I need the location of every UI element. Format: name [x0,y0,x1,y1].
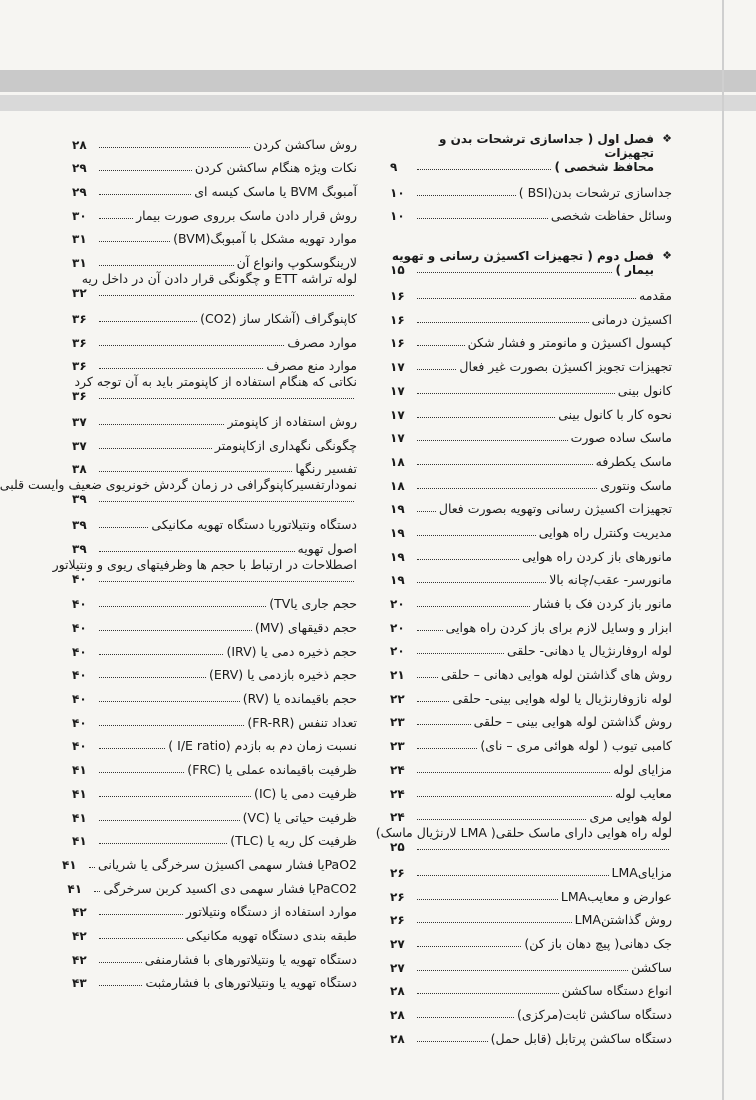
page-number: ۴۱ [72,786,87,801]
toc-entry [72,801,357,825]
toc-entry [72,706,357,730]
toc-entry-title: اکسیژن درمانی [591,311,672,327]
toc-entry [390,880,672,904]
toc-entry [390,706,672,730]
section-title-line2: محافظ شخصی ) [554,160,654,174]
toc-entry-title: وسائل حفاظت شخصی [550,208,672,224]
dot-leader [417,993,559,994]
toc-entry-title: لوله اروفارنژیال یا دهانی- حلقی [506,643,672,659]
toc-entry-title: انواع دستگاه ساکشن [561,983,672,999]
dot-leader [99,398,354,399]
page-number: ۲۶ [390,865,405,880]
toc-entry [72,508,357,532]
page-number: ۴۰ [72,644,87,659]
toc-entry [390,658,672,682]
page-number: ۳۷ [72,414,87,429]
toc-entry [72,919,357,943]
toc-entry [72,635,357,659]
dot-leader [99,241,170,242]
dot-leader [99,725,244,726]
dot-leader [417,849,669,850]
toc-entry-title: روش ساکشن کردن [253,136,357,152]
toc-entry [390,975,672,999]
dot-leader [99,321,197,322]
dot-leader [417,653,504,654]
page-number: ۱۹ [390,549,405,564]
toc-entry-title: آمبوبگ BVM یا ماسک کیسه ای [194,184,357,200]
toc-entry-title: کامبی تیوب ( لوله هوائی مری – نای) [480,738,672,754]
toc-section-2-entries [375,279,672,1046]
toc-entry-title: تجهیزات اکسیژن رسانی وتهویه بصورت فعال [438,501,672,517]
dot-leader [417,1017,514,1018]
dot-leader [417,875,609,876]
dot-leader [99,820,240,821]
page-number: ۱۶ [390,312,405,327]
dot-leader [99,345,284,346]
toc-left-column [0,128,357,991]
page-number: ۴۲ [72,928,87,943]
page-number: ۱۶ [390,289,405,304]
toc-entry-title: دستگاه ساکشن پرتابل (قابل حمل) [490,1030,672,1046]
page-number: ۴۲ [72,952,87,967]
toc-entry [72,730,357,754]
toc-entry-title: لوله هوایی مری [589,809,672,825]
page-number: ۲۵ [390,840,405,855]
toc-entry [390,856,672,880]
dot-leader [99,962,142,963]
toc-entry-title: حجم جاری یاTV) [269,596,357,612]
page-number: ۳۲ [72,286,87,301]
toc-entry [72,659,357,683]
toc-entry-title: عوارض و معایبLMA [560,888,672,904]
toc-entry-title: ماسک ونتوری [600,477,672,493]
toc-entry [390,540,672,564]
dot-leader [417,535,536,536]
toc-entry [390,374,672,398]
toc-entry-title: روش های گذاشتن لوله هوایی دهانی – حلقی [441,667,672,683]
toc-entry-title: لوله تراشه ETT و چگونگی قرار دادن آن در داخل ریه [81,271,357,287]
page-number: ۳۸ [72,462,87,477]
toc-section-2 [390,245,672,279]
toc-entry [390,682,672,706]
toc-entry [72,429,357,453]
dot-leader [99,985,142,986]
dot-leader [417,195,516,196]
dot-leader [417,417,555,418]
toc-entry [72,223,357,247]
toc-entry [390,445,672,469]
dot-leader [99,606,266,607]
toc-entry [72,302,357,326]
toc-entry-title: موارد تهویه مشکل با آمبوبگ(BVM) [173,231,357,247]
toc-entry [72,753,357,777]
toc-entry [72,152,357,176]
section-title: فصل دوم ( تجهیزات اکسیژن رسانی و تهویه [391,249,654,264]
page-number: ۲۲ [390,691,405,706]
page-number: ۳۶ [72,359,87,374]
dot-leader [417,298,636,299]
toc-entry [72,943,357,967]
toc-entry [72,825,357,849]
page-number: ۳۹ [72,492,87,507]
header-band-dark [0,70,756,92]
dot-leader [99,938,183,939]
dot-leader [417,345,465,346]
page-number: ۱۵ [390,263,405,278]
dot-leader [417,946,521,947]
dot-leader [417,1041,488,1042]
toc-entry [390,303,672,327]
toc-entry-title: ظرفیت حیاتی یا (VC) [242,809,357,825]
page-number: ۲۰ [390,597,405,611]
toc-entry-title: مقدمه [639,288,672,304]
page-number: ۱۷ [390,360,405,375]
dot-leader [417,559,519,560]
toc-entry-title: طبقه بندی دستگاه تهویه مکانیکی [185,927,357,943]
dot-leader [417,677,438,678]
page-number: ۱۰ [390,185,405,200]
toc-entry [72,270,357,302]
toc-entry-title: حجم ذخیره بازدمی یا (ERV) [208,667,357,683]
toc-entry-title: معایب لوله [614,785,672,801]
page-number: ۳۶ [72,335,87,350]
page-number: ۲۶ [390,913,405,928]
dot-leader [99,914,183,915]
toc-entry [390,327,672,351]
dot-leader [99,501,354,502]
toc-entry-title: ابزار و وسایل لازم برای باز کردن راه هوایی [445,619,672,635]
page-number: ۱۹ [390,502,405,517]
page-number: ۲۸ [72,137,87,152]
toc-entry [390,1022,672,1046]
toc-entry-title: لارینگوسکوپ وانواع آن [236,255,357,271]
page-number: ۱۹ [390,525,405,540]
dot-leader [417,899,558,900]
toc-entry-title: نحوه کار با کانول بینی [558,406,672,422]
page-number: ۴۰ [72,668,87,683]
page-number: ۱۶ [390,336,405,351]
section-title-line2: بیمار ) [615,263,654,278]
page-number: ۴۰ [72,597,87,612]
toc-entry [390,279,672,303]
dot-leader [417,218,548,219]
toc-entry-title: مزایای لوله [613,761,672,777]
toc-entry [390,176,672,200]
page-number: ۲۰ [390,644,405,659]
page-number: ۲۸ [390,984,405,999]
page-number: ۲۳ [390,715,405,730]
dot-leader [417,369,456,370]
dot-leader [417,160,551,170]
toc-entry [390,422,672,446]
section-title-continued [390,160,672,174]
toc-entry [390,927,672,951]
toc-entry [72,532,357,556]
toc-entry-title: مزایایLMA [611,864,672,880]
dot-leader [417,440,568,441]
toc-entry-title: موارد مصرف [287,334,357,350]
toc-entry-title: مانورسر- عقب/چانه بالا [549,572,672,588]
page-number: ۱۷ [390,383,405,398]
page-number: ۳۶ [72,389,87,404]
toc-entry [390,951,672,975]
toc-section-1 [390,128,672,176]
toc-entry [390,777,672,801]
toc-entry-title: ساکشن [631,959,672,975]
dot-leader [99,265,234,266]
toc-entry-title: دستگاه ساکشن ثابت(مرکزی) [517,1007,672,1022]
page-number: ۴۱ [67,881,83,896]
page-number: ۲۸ [390,1031,405,1046]
toc-entry-title: جک دهانی( پیچ دهان باز کن) [524,935,672,951]
dot-leader [417,393,615,394]
page-edge-rule [722,0,724,1100]
toc-entry [0,476,357,508]
dot-leader [99,424,224,425]
dot-leader [417,970,628,971]
dot-leader [99,654,223,655]
page-number: ۲۱ [390,668,405,683]
toc-entry [390,350,672,374]
dot-leader [99,368,263,369]
page-number: ۴۱ [72,810,87,825]
toc-entry [72,682,357,706]
page-number: ۱۷ [390,407,405,422]
toc-entry [67,872,357,896]
dot-leader [417,511,436,512]
page-number: ۲۷ [390,960,405,975]
toc-left-entries [0,128,357,991]
toc-entry-title: مانور باز کردن فک با فشار [533,596,672,611]
dot-leader [417,796,612,797]
page-number: ۲۴ [390,810,405,825]
page-number: ۳۹ [72,541,87,556]
toc-entry-title: ظرفیت باقیمانده عملی یا (FRC) [187,762,357,778]
toc-entry-title: روش قرار دادن ماسک برروی صورت بیمار [136,207,357,223]
page-number: ۴۳ [72,976,87,991]
toc-entry [390,904,672,928]
page-number: ۴۲ [72,905,87,920]
dot-leader [99,843,227,844]
page-number: ۴۰ [72,571,87,586]
page-number: ۴۰ [72,692,87,707]
page-number: ۱۸ [390,478,405,493]
dot-leader [99,748,165,749]
toc-entry [72,611,357,635]
toc-entry [390,753,672,777]
toc-entry-title: PaO2یا فشار سهمی اکسیژن سرخرگی یا شریانی [97,856,357,872]
toc-entry-title: حجم دقیقهای (MV) [254,620,357,635]
toc-entry [390,635,672,659]
section-title-continued [390,263,672,277]
page-number: ۲۷ [390,936,405,951]
toc-entry [390,469,672,493]
toc-entry [72,350,357,374]
page-number: ۳۶ [72,311,87,326]
toc-entry-title: ماسک یکطرفه [595,453,672,469]
toc-entry [72,405,357,429]
header-band-light [0,95,756,111]
page-number: ۱۷ [390,431,405,446]
toc-entry-title: کاپنوگراف (آشکار ساز (CO2) [200,310,357,326]
toc-entry-title: ظرفیت کل ریه یا (TLC) [230,833,357,849]
toc-entry [72,326,357,350]
toc-entry [375,824,672,856]
toc-entry-title: روش گذاشتن لوله هوایی بینی – حلقی [473,714,672,730]
toc-entry-title: جداسازی ترشحات بدن(BSI ) [518,184,672,200]
toc-entry-title: نسبت زمان دم به بازدم (I/E ratio ) [168,738,357,754]
toc-entry [72,175,357,199]
dot-leader [99,551,295,552]
page-number: ۴۰ [72,739,87,754]
toc-entry-title: دستگاه ونتیلاتوریا دستگاه تهویه مکانیکی [151,516,357,532]
dot-leader [99,170,192,171]
toc-right-column [375,128,672,1046]
toc-entry [72,373,357,405]
dot-leader [417,701,449,702]
dot-leader [417,606,530,607]
toc-entry-title: نکات ویژه هنگام ساکشن کردن [194,160,357,176]
page-number: ۹ [390,160,398,174]
toc-entry-title: ماسک ساده صورت [570,430,672,446]
dot-leader [417,772,610,773]
dot-leader [99,630,252,631]
page-number: ۲۴ [390,762,405,777]
toc-entry-title: اصطلاحات در ارتباط با حجم ها وظرفیتهای ریوی و ونتیلاتور [52,556,357,572]
dot-leader [99,147,250,148]
dot-leader [99,581,354,582]
page-number: ۲۹ [72,185,87,200]
toc-entry [390,564,672,588]
page-number: ۲۴ [390,786,405,801]
page-number: ۳۹ [72,517,87,532]
toc-entry-title: مدیریت وکنترل راه هوایی [538,524,672,540]
page-number: ۱۰ [390,209,405,224]
toc-entry-title: دستگاه تهویه یا ونتیلاتورهای با فشارمثبت [145,975,357,991]
toc-entry-title: تعداد تنفس (FR-RR) [247,714,357,730]
page-number: ۳۰ [72,208,87,223]
toc-entry-title: اصول تهویه [297,540,357,556]
toc-entry-title: موارد استفاده از دستگاه ونتیلاتور [185,904,357,920]
toc-entry-title: مانورهای باز کردن راه هوایی [522,548,672,564]
toc-entry-title: کپسول اکسیژن و مانومتر و فشار شکن [467,335,672,351]
dot-leader [417,630,443,631]
dot-leader [417,464,593,465]
dot-leader [417,922,572,923]
toc-entry [390,611,672,635]
toc-entry-title: حجم ذخیره دمی یا (IRV) [226,643,357,659]
page-number: ۲۸ [390,1008,405,1022]
toc-entry-title: روش گذاشتنLMA [574,912,672,928]
page-number: ۲۹ [72,161,87,176]
dot-leader [89,867,95,868]
toc-entry [72,588,357,612]
dot-leader [417,488,597,489]
dot-leader [99,701,240,702]
toc-entry-title: کانول بینی [617,382,672,398]
toc-entry [390,729,672,753]
page-number: ۴۰ [72,621,87,635]
toc-entry [61,848,357,872]
section-title: فصل اول ( جداسازی ترشحات بدن و تجهیزات [439,132,654,160]
toc-entry [390,998,672,1022]
toc-entry-title: نمودارتفسیرکاپنوگرافی در زمان گردش خونریوی ضعیف وایست قلبی [0,477,357,493]
toc-entry [72,199,357,223]
dot-leader [417,819,586,820]
toc-entry [52,556,357,588]
page-number: ۱۹ [390,573,405,588]
toc-entry-title: لوله نازوفارنژیال یا لوله هوایی بینی- حلقی [452,690,672,706]
dot-leader [94,891,100,892]
diamond-bullet-icon: ❖ [662,132,672,145]
page-number: ۱۸ [390,454,405,469]
dot-leader [99,677,206,678]
dot-leader [99,194,191,195]
toc-entry-title: تجهیزات تجویز اکسیژن بصورت غیر فعال [459,359,672,375]
toc-entry [390,200,672,224]
page-number: ۳۱ [72,256,87,271]
toc-entry [72,896,357,920]
dot-leader [417,263,612,273]
dot-leader [417,748,477,749]
toc-entry-title: نکاتی که هنگام استفاده از کاپنومتر باید به آن توجه کرد [74,374,357,390]
toc-entry [390,493,672,517]
page-number: ۲۶ [390,889,405,904]
toc-entry-title: لوله راه هوایی دارای ماسک حلقی( LMA لارنژیال ماسک) [375,825,672,841]
toc-entry [390,398,672,422]
dot-leader [99,218,133,219]
toc-entry-title: ظرفیت دمی یا (IC) [254,785,357,801]
page-number: ۴۰ [72,715,87,730]
toc-section-1-entries [390,176,672,223]
toc-entry-title: PaCO2یا فشار سهمی دی اکسید کربن سرخرگی [103,880,357,896]
page-number: ۳۱ [72,232,87,247]
page-number: ۳۷ [72,438,87,453]
page-number: ۴۱ [72,834,87,849]
dot-leader [99,527,148,528]
toc-entry [72,967,357,991]
toc-entry-title: موارد منع مصرف [266,358,357,374]
dot-leader [99,772,184,773]
dot-leader [99,471,292,472]
dot-leader [99,796,251,797]
toc-entry [72,453,357,477]
toc-entry-title: روش استفاده از کاپنومتر [227,413,357,429]
toc-entry-title: حجم باقیمانده یا (RV) [242,691,357,707]
dot-leader [417,322,589,323]
dot-leader [417,582,546,583]
toc-entry [72,777,357,801]
toc-entry [390,587,672,611]
dot-leader [99,295,354,296]
toc-entry-title: دستگاه تهویه یا ونتیلاتورهای با فشارمنفی [144,951,357,967]
page-number: ۲۳ [390,739,405,754]
diamond-bullet-icon: ❖ [662,249,672,263]
toc-entry-title: تفسیر رنگها [295,461,357,477]
dot-leader [99,448,212,449]
page-number: ۴۱ [72,763,87,778]
toc-entry [72,246,357,270]
page-number: ۴۱ [61,857,77,872]
dot-leader [417,724,471,725]
toc-entry [390,801,672,825]
section-spacer [390,223,672,245]
toc-entry [390,516,672,540]
toc-entry [72,128,357,152]
toc-entry-title: چگونگی نگهداری ازکاپنومتر [214,437,357,453]
page-number: ۲۰ [390,620,405,635]
